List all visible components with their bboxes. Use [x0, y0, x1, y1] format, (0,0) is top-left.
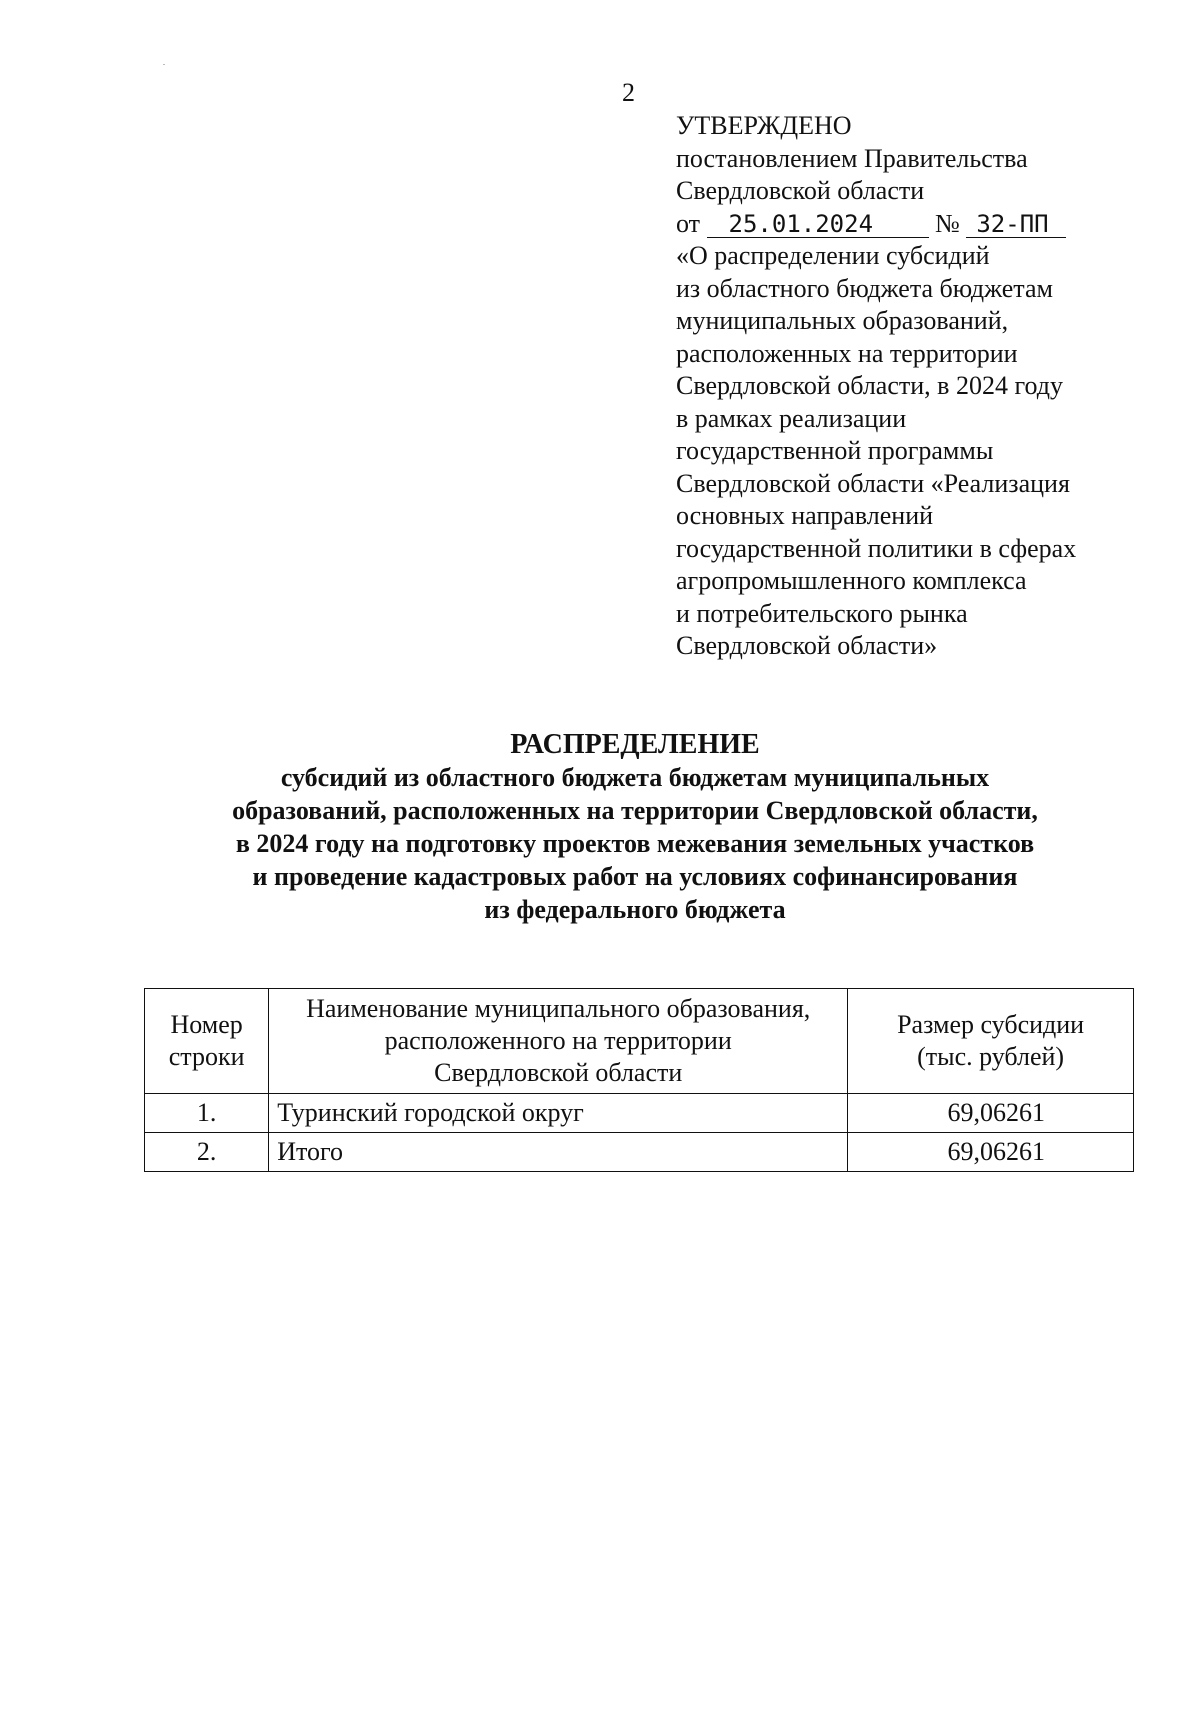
row-number: 2. [145, 1133, 269, 1172]
title-line: из федерального бюджета [484, 895, 786, 924]
title-heading: РАСПРЕДЕЛЕНИЕ [510, 729, 760, 760]
approval-line: Свердловской области «Реализация [676, 468, 1070, 498]
approval-line: муниципальных образований, [676, 306, 1009, 335]
approval-date-line [676, 208, 1076, 241]
title-line: образований, расположенных на территории Свердловской области, [232, 796, 1038, 825]
approval-line: и потребительского рынка [676, 598, 968, 628]
approval-line: Свердловской области [676, 176, 925, 205]
header-text: (тыс. рублей) [917, 1042, 1065, 1071]
approval-line: государственной политики в сферах [676, 533, 1077, 563]
approval-line: государственной программы [676, 436, 994, 465]
document-title [0, 728, 1200, 926]
approval-line: расположенных на территории [676, 338, 1018, 368]
header-text: расположенного на территории [384, 1026, 732, 1055]
header-text: Размер субсидии [897, 1010, 1085, 1039]
table-row [145, 1094, 1134, 1133]
subsidy-amount: 69,06261 [848, 1133, 1134, 1172]
decree-date: 25.01.2024 [707, 211, 929, 238]
approval-line: УТВЕРЖДЕНО [676, 111, 852, 140]
title-line: в 2024 году на подготовку проектов межевания земельных участков [235, 829, 1035, 858]
approval-line: Свердловской области, в 2024 году [676, 371, 1063, 400]
header-text: Свердловской области [434, 1058, 683, 1087]
header-subsidy-amount [848, 989, 1134, 1094]
number-sign: № [935, 208, 960, 238]
title-line: субсидий из областного бюджета бюджетам муниципальных [280, 763, 990, 792]
approval-line: Свердловской области» [676, 631, 938, 660]
decree-number: 32-ПП [966, 211, 1066, 238]
municipality-name: Туринский городской округ [269, 1094, 848, 1133]
approval-line: из областного бюджета бюджетам [676, 273, 1053, 303]
header-row-number [145, 989, 269, 1094]
table-header-row [145, 989, 1134, 1094]
table-row-total [145, 1133, 1134, 1172]
scan-speck [163, 64, 165, 65]
row-number: 1. [145, 1094, 269, 1133]
approval-line: «О распределении субсидий [676, 241, 990, 270]
date-prefix: от [676, 208, 701, 238]
subsidy-table [144, 988, 1134, 1172]
header-municipality-name [269, 989, 848, 1094]
subsidy-amount: 69,06261 [848, 1094, 1134, 1133]
approval-stamp-block [676, 110, 1076, 663]
page-number: 2 [622, 78, 635, 107]
title-line: и проведение кадастровых работ на условиях софинансирования [252, 862, 1018, 891]
approval-line: агропромышленного комплекса [676, 566, 1027, 595]
header-text: Наименование муниципального образования, [306, 994, 811, 1023]
municipality-name: Итого [269, 1133, 848, 1172]
approval-line: основных направлений [676, 501, 934, 530]
header-text: Номер [170, 1010, 243, 1039]
header-text: строки [168, 1042, 245, 1071]
approval-line: в рамках реализации [676, 403, 907, 433]
approval-line: постановлением Правительства [676, 143, 1028, 173]
